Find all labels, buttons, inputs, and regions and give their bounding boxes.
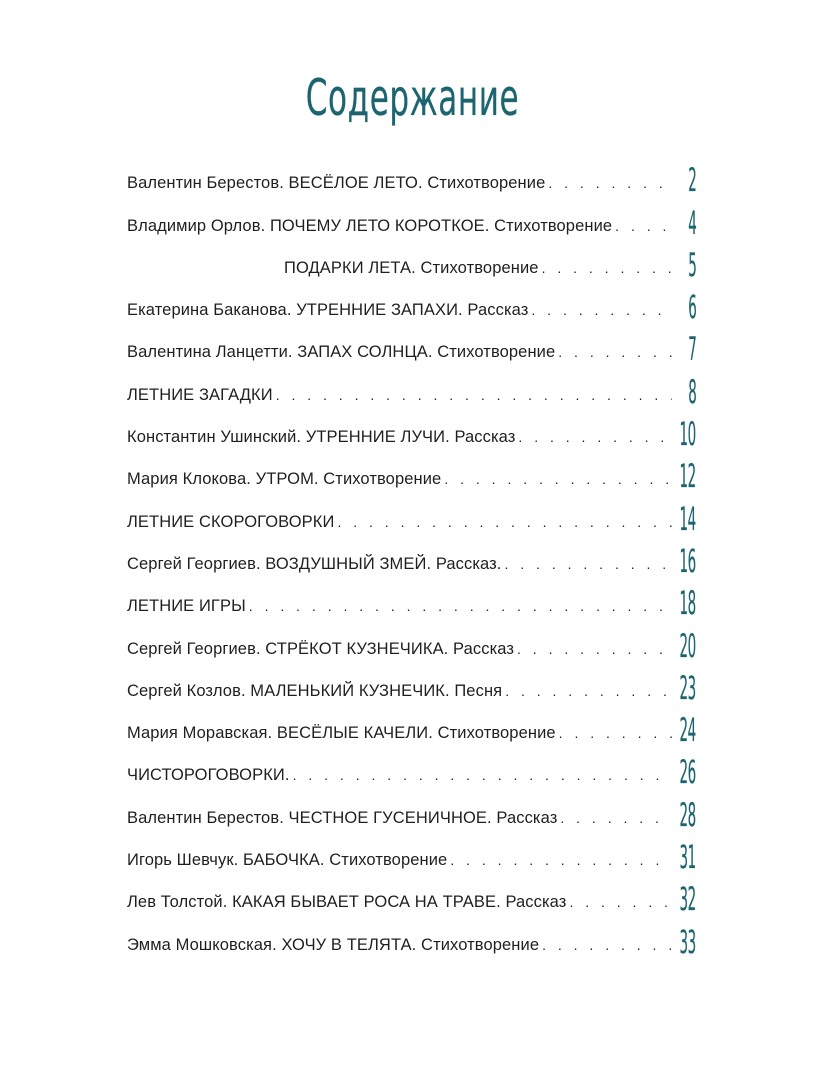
toc-page-number: 5 <box>687 245 696 284</box>
toc-entry-line <box>127 512 672 541</box>
toc-entry-title: Валентина Ланцетти. ЗАПАХ СОЛНЦА. Стихотворение <box>127 343 556 362</box>
dot-leader <box>558 342 672 362</box>
dot-leader <box>517 639 672 659</box>
toc-entry-line <box>127 554 672 583</box>
dot-leader <box>276 385 672 405</box>
toc-page-number: 12 <box>679 457 696 496</box>
toc-page-number: 28 <box>679 795 696 834</box>
toc-entry <box>127 837 702 879</box>
toc-entry <box>127 668 702 710</box>
toc-entry <box>127 498 702 540</box>
dot-leader <box>615 216 672 236</box>
toc-entry-title: Сергей Георгиев. ВОЗДУШНЫЙ ЗМЕЙ. Рассказ. <box>127 554 502 573</box>
toc-entry-title: ЛЕТНИЕ ЗАГАДКИ <box>127 385 273 404</box>
dot-leader <box>569 892 672 912</box>
toc-entry-line <box>127 639 672 668</box>
dot-leader <box>505 554 673 574</box>
dot-leader <box>559 723 672 743</box>
toc-page-number: 16 <box>679 541 696 580</box>
dot-leader <box>560 808 672 828</box>
toc-entry-title: Мария Клокова. УТРОМ. Стихотворение <box>127 470 442 489</box>
dot-leader <box>249 596 672 616</box>
toc-page-number: 7 <box>687 330 696 369</box>
toc-entry <box>127 921 702 963</box>
toc-page-number: 23 <box>679 668 696 707</box>
dot-leader <box>531 300 672 320</box>
toc-entry <box>127 160 702 202</box>
toc-page-number: 4 <box>687 203 696 242</box>
toc-entry <box>127 287 702 329</box>
toc-entry-line <box>127 258 672 287</box>
toc-entry-line <box>127 427 672 456</box>
toc-entry <box>127 414 702 456</box>
toc-entry-title: ЧИСТОРОГОВОРКИ. <box>127 766 290 785</box>
toc-entry-line <box>127 723 672 752</box>
toc-entry-title: Сергей Георгиев. СТРЁКОТ КУЗНЕЧИКА. Рассказ <box>127 639 515 658</box>
toc-page-number: 2 <box>687 161 696 200</box>
toc-page-number: 32 <box>679 880 696 919</box>
toc-entry-line <box>127 173 672 202</box>
toc-page-number: 26 <box>679 753 696 792</box>
toc-entry <box>127 541 702 583</box>
page-title: Содержание <box>305 69 520 127</box>
toc-entry-title: ЛЕТНИЕ СКОРОГОВОРКИ <box>127 512 335 531</box>
toc-entry <box>127 710 702 752</box>
toc-entry-line <box>127 892 672 921</box>
toc-entry-line <box>127 469 672 498</box>
toc-entry-line <box>127 385 672 414</box>
toc-entry <box>127 583 702 625</box>
toc-page-number: 31 <box>679 838 696 877</box>
toc-entry-line <box>127 216 672 245</box>
toc-entry <box>127 794 702 836</box>
toc-entry-line <box>127 681 672 710</box>
toc-entry-line <box>127 935 672 964</box>
toc-entry <box>127 879 702 921</box>
toc-page-number: 6 <box>687 288 696 327</box>
toc-entry-title: Екатерина Баканова. УТРЕННИЕ ЗАПАХИ. Рассказ <box>127 301 529 320</box>
dot-leader <box>548 173 672 193</box>
dot-leader <box>542 935 672 955</box>
toc-entry <box>127 752 702 794</box>
toc-entry-title: Эмма Мошковская. ХОЧУ В ТЕЛЯТА. Стихотворение <box>127 935 540 954</box>
toc-entry-line <box>127 808 672 837</box>
dot-leader <box>450 850 672 870</box>
toc-entry <box>127 625 702 667</box>
toc-entry-title: Мария Моравская. ВЕСЁЛЫЕ КАЧЕЛИ. Стихотворение <box>127 724 556 743</box>
dot-leader <box>542 258 672 278</box>
toc-entry-line <box>127 342 672 371</box>
toc-entry <box>127 371 702 413</box>
toc-entry-title: ПОДАРКИ ЛЕТА. Стихотворение <box>284 258 539 277</box>
toc-entry-title: Владимир Орлов. ПОЧЕМУ ЛЕТО КОРОТКОЕ. Стихотворение <box>127 216 613 235</box>
toc-entry-title: Сергей Козлов. МАЛЕНЬКИЙ КУЗНЕЧИК. Песня <box>127 681 503 700</box>
toc-page-number: 33 <box>679 922 696 961</box>
dot-leader <box>518 427 672 447</box>
toc-entry-title: Игорь Шевчук. БАБОЧКА. Стихотворение <box>127 851 448 870</box>
toc-list <box>127 160 702 964</box>
toc-entry-title: Лев Толстой. КАКАЯ БЫВАЕТ РОСА НА ТРАВЕ. Рассказ <box>127 893 567 912</box>
toc-entry-title: Валентин Берестов. ВЕСЁЛОЕ ЛЕТО. Стихотворение <box>127 174 546 193</box>
dot-leader <box>337 512 672 532</box>
toc-page-number: 14 <box>679 499 696 538</box>
toc-entry <box>127 456 702 498</box>
toc-entry <box>127 245 702 287</box>
toc-page-number: 24 <box>679 711 696 750</box>
toc-entry <box>127 329 702 371</box>
toc-page-number: 8 <box>687 372 696 411</box>
toc-entry-line <box>127 850 672 879</box>
toc-entry-title: ЛЕТНИЕ ИГРЫ <box>127 597 246 616</box>
toc-entry-line <box>127 765 672 794</box>
toc-entry-line <box>127 300 672 329</box>
toc-page-number: 20 <box>679 626 696 665</box>
dot-leader <box>293 765 672 785</box>
dot-leader <box>505 681 672 701</box>
dot-leader <box>444 469 672 489</box>
toc-page-number: 10 <box>679 415 696 454</box>
toc-entry-title: Валентин Берестов. ЧЕСТНОЕ ГУСЕНИЧНОЕ. Рассказ <box>127 808 558 827</box>
toc-entry-line <box>127 596 672 625</box>
toc-entry-title: Константин Ушинский. УТРЕННИЕ ЛУЧИ. Рассказ <box>127 428 516 447</box>
toc-entry <box>127 202 702 244</box>
toc-page-number: 18 <box>679 584 696 623</box>
